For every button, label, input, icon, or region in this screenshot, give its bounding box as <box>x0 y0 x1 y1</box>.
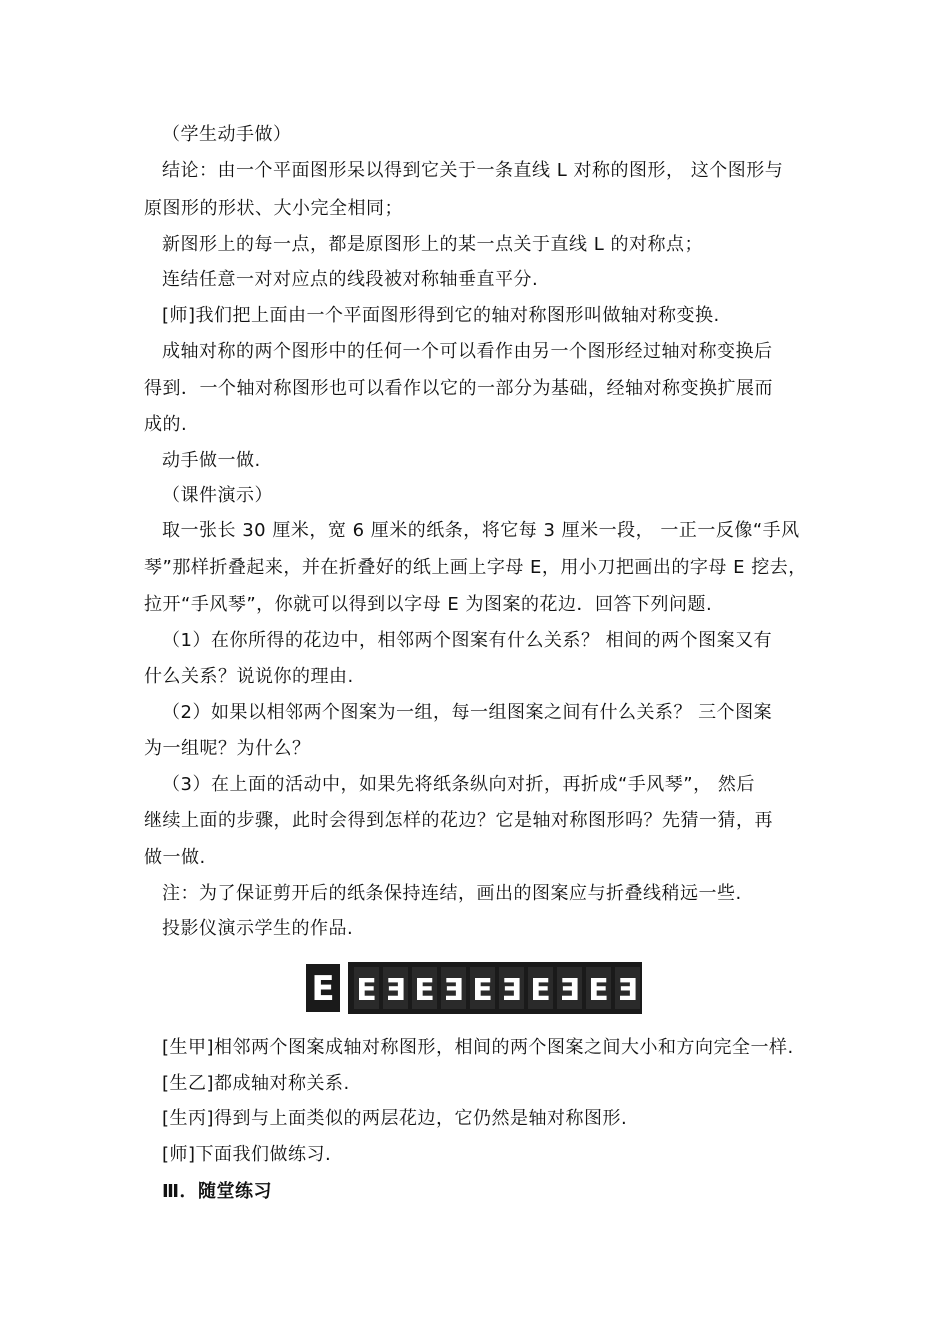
e-letter: E <box>530 973 551 1008</box>
paragraph-line: 注：为了保证剪开后的纸条保持连结，画出的图案应与折叠线稍远一些. <box>162 883 742 904</box>
paragraph-line: （1）在你所得的花边中，相邻两个图案有什么关系？ 相间的两个图案又有 <box>162 630 773 651</box>
paragraph-line: 拉开“手风琴”，你就可以得到以字母 E 为图案的花边．回答下列问题. <box>144 594 713 615</box>
paragraph-line: 投影仪演示学生的作品. <box>162 918 354 939</box>
paragraph-line: 原图形的形状、大小完全相同； <box>144 198 403 219</box>
paragraph-line: [生乙]都成轴对称关系. <box>162 1073 350 1094</box>
e-letter: E <box>472 973 493 1008</box>
paragraph-line: 成的. <box>144 414 188 435</box>
paragraph-line: 取一张长 30 厘米，宽 6 厘米的纸条，将它每 3 厘米一段， 一正一反像“手风 <box>162 520 800 541</box>
e-letter: Ǝ <box>385 973 406 1008</box>
paragraph-line: 动手做一做. <box>162 450 261 471</box>
paragraph-line: （2）如果以相邻两个图案为一组，每一组图案之间有什么关系？ 三个图案 <box>162 702 773 723</box>
e-letter: E <box>356 973 377 1008</box>
paragraph-line: [生丙]得到与上面类似的两层花边，它仍然是轴对称图形. <box>162 1108 628 1129</box>
paragraph-line: 做一做. <box>144 847 206 868</box>
paragraph-line: （课件演示） <box>162 485 273 506</box>
paragraph-line: （学生动手做） <box>162 124 292 145</box>
paragraph-line: 得到．一个轴对称图形也可以看作以它的一部分为基础，经轴对称变换扩展而 <box>144 378 773 399</box>
paragraph-line: 为一组呢？为什么？ <box>144 738 311 759</box>
paragraph-line: [师]下面我们做练习. <box>162 1144 332 1165</box>
e-letter: E <box>414 973 435 1008</box>
paragraph-line: （3）在上面的活动中，如果先将纸条纵向对折，再折成“手风琴”， 然后 <box>162 774 755 795</box>
paragraph-line: 继续上面的步骤，此时会得到怎样的花边？它是轴对称图形吗？先猜一猜，再 <box>144 810 773 831</box>
paragraph-line: [师]我们把上面由一个平面图形得到它的轴对称图形叫做轴对称变换. <box>162 305 720 326</box>
e-letter: Ǝ <box>559 973 580 1008</box>
e-letters-group <box>311 969 637 1009</box>
e-letter: E <box>588 973 609 1008</box>
e-pattern-border-image <box>304 958 644 1018</box>
e-letter: E <box>311 969 335 1009</box>
paragraph-line: 连结任意一对对应点的线段被对称轴垂直平分. <box>162 269 539 290</box>
paragraph-line: 新图形上的每一点，都是原图形上的某一点关于直线 L 的对称点； <box>162 234 703 255</box>
section-heading: Ⅲ．随堂练习 <box>162 1181 273 1202</box>
paragraph-line: 结论：由一个平面图形呆以得到它关于一条直线 L 对称的图形， 这个图形与 <box>162 160 784 181</box>
paragraph-line: 琴”那样折叠起来，并在折叠好的纸上画上字母 E，用小刀把画出的字母 E 挖去， <box>144 557 807 578</box>
e-letter: Ǝ <box>443 973 464 1008</box>
paragraph-line: 成轴对称的两个图形中的任何一个可以看作由另一个图形经过轴对称变换后 <box>162 341 773 362</box>
e-letter: Ǝ <box>501 973 522 1008</box>
paragraph-line: 什么关系？说说你的理由. <box>144 666 354 687</box>
e-letter: Ǝ <box>617 973 638 1008</box>
paragraph-line: [生甲]相邻两个图案成轴对称图形，相间的两个图案之间大小和方向完全一样. <box>162 1037 794 1058</box>
